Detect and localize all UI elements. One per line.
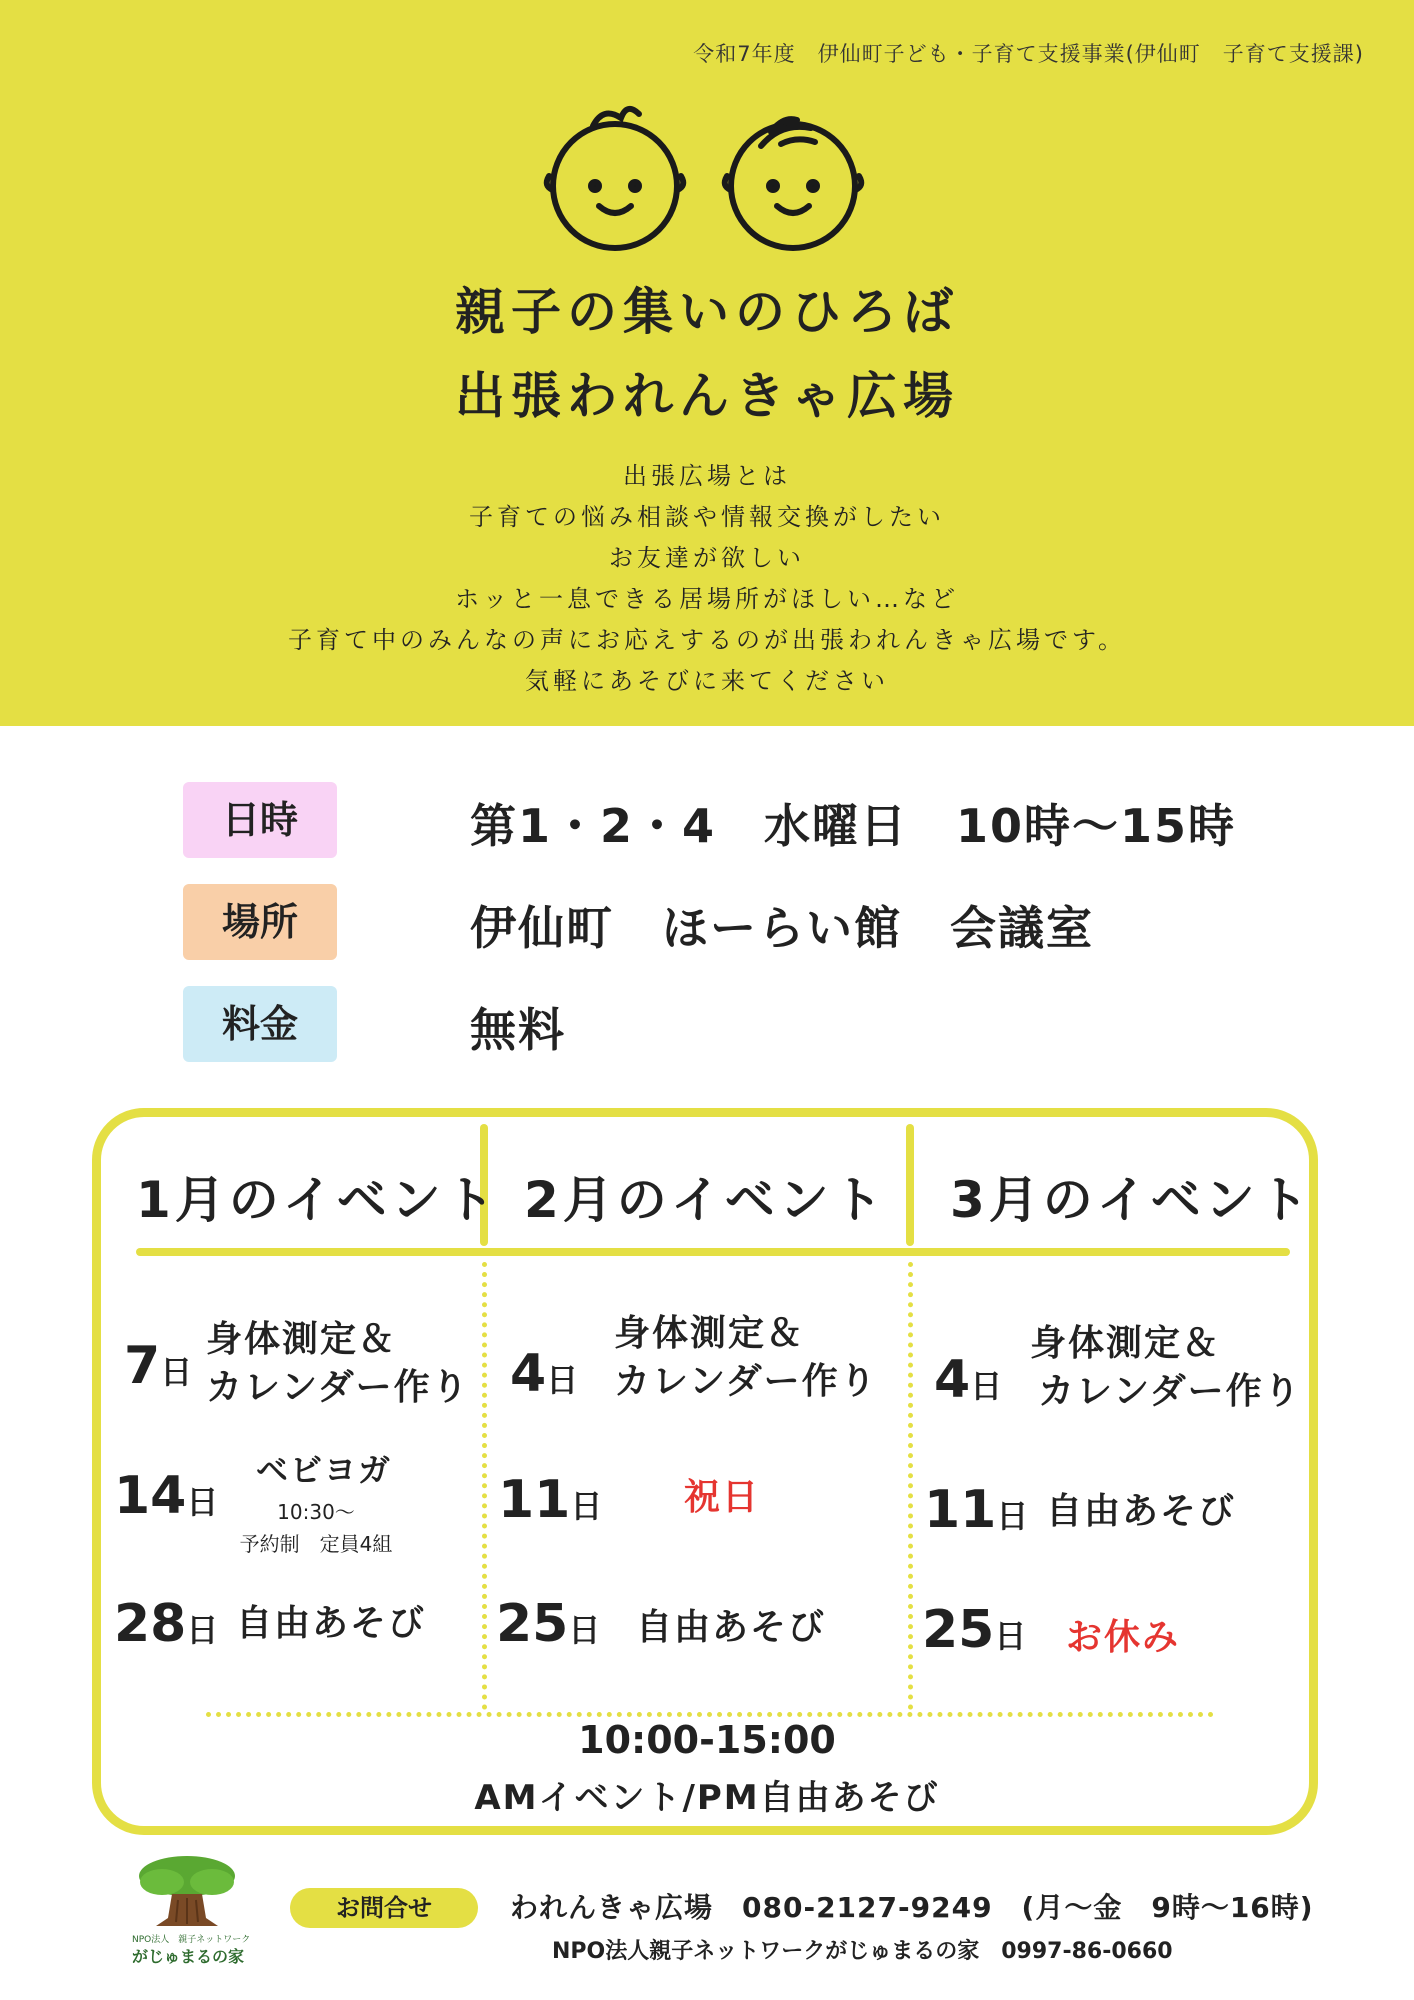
baby-face-right-icon: [725, 119, 862, 248]
event-day-number: 4: [934, 1350, 971, 1410]
event-day-suffix: 日: [996, 1497, 1029, 1535]
event-desc-line: カレンダー作り: [206, 1367, 470, 1408]
event-day-number: 4: [510, 1344, 547, 1404]
event-note-reservation: 予約制 定員4組: [239, 1532, 393, 1556]
event-day: [496, 1594, 600, 1654]
event-note-time: 10:30〜: [277, 1500, 355, 1524]
contact-main-phone: われんきゃ広場 080-2127-9249 (月〜金 9時〜16時): [510, 1891, 1314, 1924]
fee-value: 無料: [470, 1003, 566, 1057]
program-name: 令和7年度 伊仙町子ども・子育て支援事業(伊仙町 子育て支援課): [693, 42, 1364, 66]
event-desc-closed: お休み: [1066, 1617, 1181, 1658]
event-day-number: 11: [498, 1470, 571, 1530]
event-desc-line: カレンダー作り: [614, 1361, 878, 1402]
contact-sub-phone: NPO法人親子ネットワークがじゅまるの家 0997-86-0660: [552, 1939, 1173, 1964]
month-header-mar: 3月のイベント: [950, 1171, 1313, 1229]
intro-line: ホッと一息できる居場所がほしい…など: [455, 585, 959, 613]
event-day-suffix: 日: [546, 1361, 579, 1399]
datetime-value: 第1・2・4 水曜日 10時〜15時: [470, 799, 1237, 853]
fee-label: 料金: [183, 986, 337, 1062]
event-desc: [1030, 1320, 1302, 1416]
column-divider: [906, 1124, 914, 1246]
event-desc: ベビヨガ: [256, 1451, 393, 1489]
event-day-number: 25: [922, 1600, 995, 1660]
event-desc-line: 身体測定＆: [614, 1313, 805, 1354]
event-day-suffix: 日: [160, 1353, 193, 1391]
main-title: 親子の集いのひろば: [455, 283, 959, 341]
header-divider: [136, 1248, 1290, 1256]
intro-line: お友達が欲しい: [609, 544, 805, 572]
event-day-number: 28: [114, 1594, 187, 1654]
month-header-feb: 2月のイベント: [524, 1171, 887, 1229]
event-desc: 自由あそび: [236, 1603, 427, 1644]
baby-face-left-icon: [547, 109, 684, 248]
hours-dotted-divider: [206, 1712, 1214, 1717]
hours-text: 10:00-15:00: [578, 1718, 836, 1762]
event-desc: 自由あそび: [636, 1607, 827, 1648]
event-day: [498, 1470, 602, 1530]
intro-line: 気軽にあそびに来てください: [525, 667, 889, 695]
event-day-suffix: 日: [568, 1611, 601, 1649]
event-day-suffix: 日: [994, 1617, 1027, 1655]
event-day: [114, 1466, 218, 1526]
event-desc: [206, 1316, 470, 1412]
event-day-number: 11: [924, 1480, 997, 1540]
event-desc-line: 身体測定＆: [206, 1319, 397, 1360]
baby-faces-illustration: [535, 98, 875, 258]
intro-line: 子育て中のみんなの声にお応えするのが出張われんきゃ広場です。: [287, 626, 1127, 654]
event-day-number: 7: [124, 1336, 161, 1396]
event-day: [922, 1600, 1026, 1660]
place-value: 伊仙町 ほーらい館 会議室: [470, 901, 1094, 955]
header-band: [0, 0, 1414, 726]
event-day: [510, 1344, 578, 1404]
event-desc-line: 身体測定＆: [1030, 1323, 1221, 1364]
event-desc: 自由あそび: [1046, 1491, 1237, 1532]
hours-note: AMイベント/PM自由あそび: [474, 1778, 940, 1818]
intro-line: 子育ての悩み相談や情報交換がしたい: [469, 503, 945, 531]
event-day-number: 25: [496, 1594, 569, 1654]
sub-title: 出張われんきゃ広場: [455, 367, 959, 425]
logo-brand-name: がじゅまるの家: [132, 1947, 245, 1966]
place-label: 場所: [183, 884, 337, 960]
event-day: [114, 1594, 218, 1654]
event-day-suffix: 日: [570, 1487, 603, 1525]
column-dotted-divider: [482, 1262, 487, 1710]
logo-org-name: NPO法人 親子ネットワーク: [132, 1935, 251, 1945]
event-day-suffix: 日: [186, 1483, 219, 1521]
event-day: [924, 1480, 1028, 1540]
event-day-suffix: 日: [970, 1367, 1003, 1405]
event-day: [124, 1336, 192, 1396]
datetime-label: 日時: [183, 782, 337, 858]
contact-label: お問合せ: [290, 1888, 478, 1928]
column-dotted-divider: [908, 1262, 913, 1710]
event-day-suffix: 日: [186, 1611, 219, 1649]
event-day: [934, 1350, 1002, 1410]
month-header-jan: 1月のイベント: [136, 1171, 499, 1229]
intro-line: 出張広場とは: [623, 462, 791, 490]
event-desc-line: カレンダー作り: [1038, 1371, 1302, 1412]
event-desc: [614, 1310, 878, 1406]
intro-text: [0, 456, 1414, 702]
event-day-number: 14: [114, 1466, 187, 1526]
event-desc-holiday: 祝日: [684, 1477, 761, 1518]
